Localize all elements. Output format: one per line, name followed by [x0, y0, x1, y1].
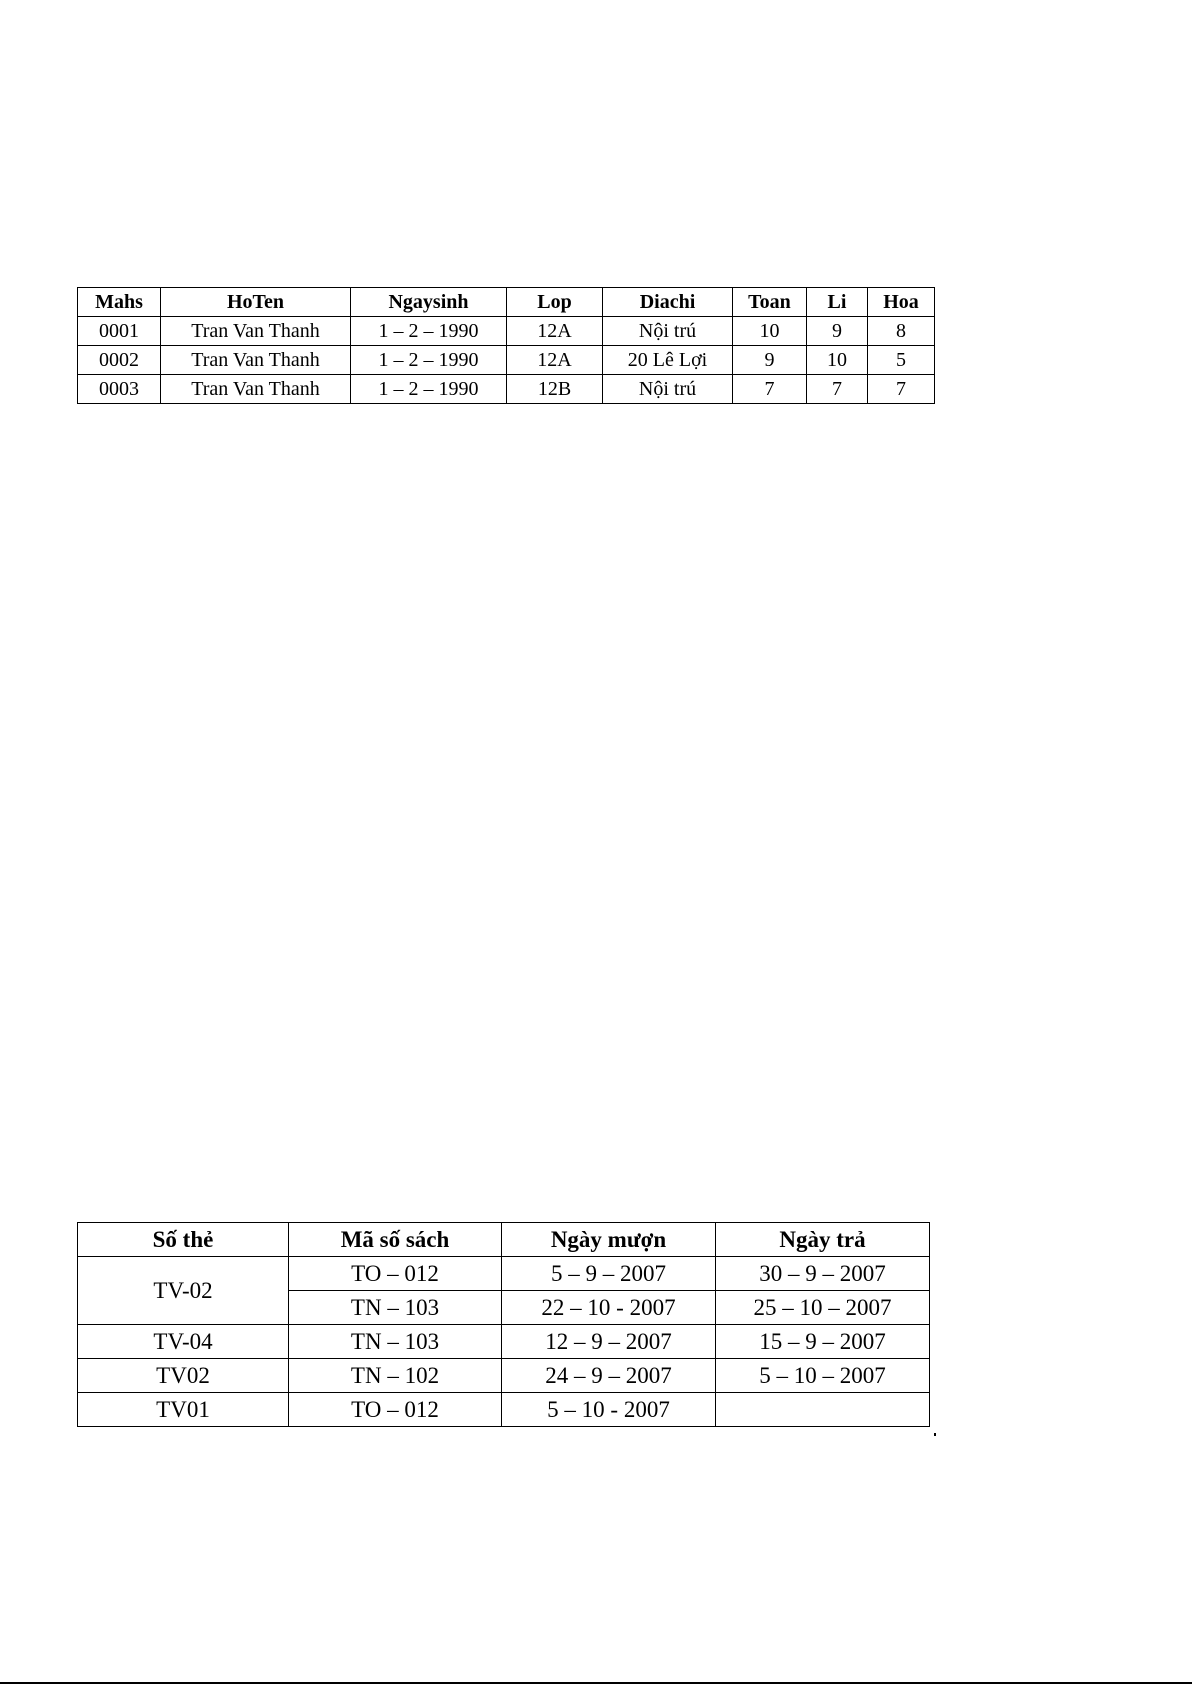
- cell-ngay-tra: 30 – 9 – 2007: [716, 1257, 930, 1291]
- cell-hoten: Tran Van Thanh: [161, 346, 351, 375]
- cell-ma-so-sach: TO – 012: [289, 1257, 502, 1291]
- table-row: [78, 1359, 930, 1393]
- cell-ngay-muon: 12 – 9 – 2007: [502, 1325, 716, 1359]
- cell-mahs: 0003: [78, 375, 161, 404]
- loans-table: [77, 1222, 930, 1427]
- cell-diachi: Nội trú: [603, 317, 733, 346]
- cell-so-the: TV-04: [78, 1325, 289, 1359]
- cell-ngaysinh: 1 – 2 – 1990: [351, 375, 507, 404]
- cell-hoa: 8: [868, 317, 935, 346]
- table-row: [78, 1257, 930, 1291]
- cell-ma-so-sach: TN – 103: [289, 1325, 502, 1359]
- header-li: Li: [807, 288, 868, 317]
- cell-lop: 12A: [507, 346, 603, 375]
- table-row: [78, 346, 935, 375]
- cell-ngay-muon: 5 – 10 - 2007: [502, 1393, 716, 1427]
- page-bottom-rule: [0, 1682, 1192, 1684]
- cell-hoa: 5: [868, 346, 935, 375]
- header-diachi: Diachi: [603, 288, 733, 317]
- cell-diachi: Nội trú: [603, 375, 733, 404]
- header-hoten: HoTen: [161, 288, 351, 317]
- cell-so-the: TV02: [78, 1359, 289, 1393]
- header-hoa: Hoa: [868, 288, 935, 317]
- cell-ngay-muon: 5 – 9 – 2007: [502, 1257, 716, 1291]
- stray-mark: [934, 1433, 936, 1436]
- cell-toan: 7: [733, 375, 807, 404]
- header-so-the: Số thẻ: [78, 1223, 289, 1257]
- cell-ma-so-sach: TN – 102: [289, 1359, 502, 1393]
- header-mahs: Mahs: [78, 288, 161, 317]
- cell-li: 7: [807, 375, 868, 404]
- cell-ngay-tra: 15 – 9 – 2007: [716, 1325, 930, 1359]
- table-row: [78, 1393, 930, 1427]
- cell-hoten: Tran Van Thanh: [161, 317, 351, 346]
- table-row: [78, 317, 935, 346]
- cell-ngay-tra: [716, 1393, 930, 1427]
- students-header-row: [78, 288, 935, 317]
- cell-so-the: TV01: [78, 1393, 289, 1427]
- header-ngaysinh: Ngaysinh: [351, 288, 507, 317]
- cell-ma-so-sach: TO – 012: [289, 1393, 502, 1427]
- cell-li: 10: [807, 346, 868, 375]
- cell-ngay-muon: 24 – 9 – 2007: [502, 1359, 716, 1393]
- header-ngay-muon: Ngày mượn: [502, 1223, 716, 1257]
- cell-so-the: TV-02: [78, 1257, 289, 1325]
- cell-mahs: 0002: [78, 346, 161, 375]
- cell-lop: 12B: [507, 375, 603, 404]
- table-row: [78, 1325, 930, 1359]
- header-toan: Toan: [733, 288, 807, 317]
- cell-ngaysinh: 1 – 2 – 1990: [351, 317, 507, 346]
- cell-ma-so-sach: TN – 103: [289, 1291, 502, 1325]
- header-lop: Lop: [507, 288, 603, 317]
- cell-ngaysinh: 1 – 2 – 1990: [351, 346, 507, 375]
- cell-mahs: 0001: [78, 317, 161, 346]
- cell-ngay-tra: 25 – 10 – 2007: [716, 1291, 930, 1325]
- cell-li: 9: [807, 317, 868, 346]
- cell-lop: 12A: [507, 317, 603, 346]
- students-table: [77, 287, 935, 404]
- cell-ngay-tra: 5 – 10 – 2007: [716, 1359, 930, 1393]
- cell-ngay-muon: 22 – 10 - 2007: [502, 1291, 716, 1325]
- cell-toan: 10: [733, 317, 807, 346]
- cell-hoten: Tran Van Thanh: [161, 375, 351, 404]
- loans-header-row: [78, 1223, 930, 1257]
- header-ngay-tra: Ngày trả: [716, 1223, 930, 1257]
- header-ma-so-sach: Mã số sách: [289, 1223, 502, 1257]
- cell-toan: 9: [733, 346, 807, 375]
- table-row: [78, 375, 935, 404]
- cell-hoa: 7: [868, 375, 935, 404]
- cell-diachi: 20 Lê Lợi: [603, 346, 733, 375]
